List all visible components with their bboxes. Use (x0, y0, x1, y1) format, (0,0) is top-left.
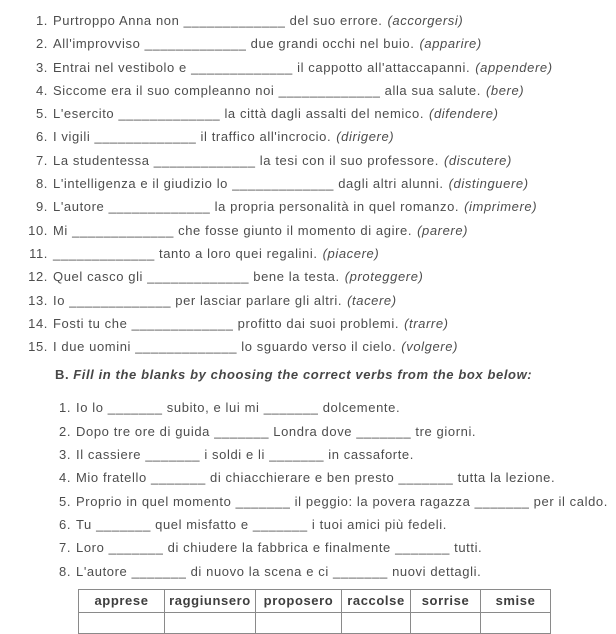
word-box-cell: apprese (79, 589, 165, 612)
exercise-item (0, 79, 616, 102)
word-box-cell: proposero (256, 589, 342, 612)
exercise-item (0, 56, 616, 79)
item-number: 6. (35, 129, 48, 145)
item-number: 8. (35, 176, 48, 192)
exercise-item (0, 536, 616, 559)
exercise-item (0, 219, 616, 242)
item-verb-hint: (trarre) (404, 315, 449, 331)
item-sentence: L'intelligenza e il giudizio lo _____________ dagli altri alunni. (53, 176, 444, 192)
exercise-item (0, 195, 616, 218)
word-box-clipped-row (79, 612, 551, 633)
item-sentence: L'autore _____________ la propria personalità in quel romanzo. (53, 199, 460, 215)
exercise-item (0, 396, 616, 419)
item-number: 8. (59, 563, 72, 579)
section-b-label: B. (55, 367, 70, 383)
item-number: 11. (29, 245, 48, 261)
exercise-item (0, 242, 616, 265)
item-sentence: Entrai nel vestibolo e _____________ il cappotto all'attaccapanni. (53, 59, 471, 75)
item-number: 3. (35, 59, 48, 75)
exercise-item (0, 443, 616, 466)
item-sentence: Tu _______ quel misfatto e _______ i tuoi amici più fedeli. (76, 516, 447, 532)
item-number: 5. (35, 106, 48, 122)
item-verb-hint: (apparire) (419, 36, 482, 52)
item-sentence: Siccome era il suo compleanno noi _____________ alla sua salute. (53, 82, 481, 98)
item-verb-hint: (discutere) (443, 152, 512, 168)
word-box-empty-cell (481, 612, 551, 633)
item-sentence: Purtroppo Anna non _____________ del suo errore. (53, 13, 383, 28)
item-sentence: All'improvviso _____________ due grandi occhi nel buio. (53, 36, 415, 52)
item-verb-hint: (bere) (485, 82, 525, 98)
item-number: 1. (35, 13, 48, 28)
item-verb-hint: (dirigere) (336, 129, 395, 145)
exercise-item (0, 466, 616, 489)
exercise-item (0, 560, 616, 583)
item-number: 5. (59, 493, 72, 509)
exercise-item (0, 420, 616, 443)
item-verb-hint: (appendere) (475, 59, 553, 75)
item-sentence: L'autore _______ di nuovo la scena e ci _______ nuovi dettagli. (76, 563, 482, 579)
exercise-item (0, 490, 616, 513)
section-b-heading (55, 367, 616, 383)
item-sentence: Io _____________ per lasciar parlare gli altri. (53, 292, 343, 308)
item-sentence: Proprio in quel momento _______ il peggio: la povera ragazza _______ per il caldo. (76, 493, 608, 509)
word-box-empty-cell (411, 612, 481, 633)
item-number: 15. (28, 339, 48, 355)
exercise-item (0, 102, 616, 125)
word-box-cell: sorrise (411, 589, 481, 612)
item-number: 3. (59, 447, 72, 463)
item-sentence: Fosti tu che _____________ profitto dai suoi problemi. (53, 315, 400, 331)
word-box-header-row (79, 589, 551, 612)
item-number: 9. (35, 199, 48, 215)
item-sentence: Loro _______ di chiudere la fabbrica e finalmente _______ tutti. (76, 540, 483, 556)
exercise-item (0, 289, 616, 312)
item-sentence: I vigili _____________ il traffico all'incrocio. (53, 129, 332, 145)
word-box-cell: raggiunsero (165, 589, 256, 612)
item-sentence: Il cassiere _______ i soldi e li _______ in cassaforte. (76, 447, 414, 463)
section-b-exercise-list (0, 396, 616, 582)
exercise-item (0, 513, 616, 536)
exercise-item (0, 9, 616, 32)
item-number: 10. (28, 222, 48, 238)
word-box-empty-cell (79, 612, 165, 633)
item-verb-hint: (tacere) (347, 292, 397, 308)
item-sentence: La studentessa _____________ la tesi con il suo professore. (53, 152, 439, 168)
item-number: 2. (59, 423, 72, 439)
item-number: 4. (59, 470, 72, 486)
item-verb-hint: (volgere) (401, 339, 458, 355)
item-number: 13. (28, 292, 48, 308)
exercise-item (0, 32, 616, 55)
item-sentence: L'esercito _____________ la città dagli assalti del nemico. (53, 106, 425, 122)
word-box-empty-cell (256, 612, 342, 633)
item-sentence: Mio fratello _______ di chiacchierare e ben presto _______ tutta la lezione. (76, 470, 556, 486)
item-number: 1. (59, 400, 72, 416)
item-number: 7. (35, 152, 48, 168)
item-number: 7. (59, 540, 72, 556)
section-a-exercise-list (0, 9, 616, 358)
worksheet-page (0, 9, 616, 634)
item-number: 2. (35, 36, 48, 52)
exercise-item (0, 172, 616, 195)
item-number: 14. (28, 315, 48, 331)
item-verb-hint: (accorgersi) (387, 13, 464, 28)
item-sentence: I due uomini _____________ lo sguardo verso il cielo. (53, 339, 397, 355)
exercise-item (0, 265, 616, 288)
exercise-item (0, 149, 616, 172)
item-number: 4. (35, 82, 48, 98)
item-sentence: _____________ tanto a loro quei regalini. (53, 245, 318, 261)
section-b-instructions: Fill in the blanks by choosing the correct verbs from the box below: (73, 367, 533, 383)
item-verb-hint: (distinguere) (448, 176, 529, 192)
exercise-item (0, 335, 616, 358)
word-box-empty-cell (165, 612, 256, 633)
item-verb-hint: (difendere) (429, 106, 499, 122)
item-verb-hint: (parere) (417, 222, 469, 238)
word-box-cell: raccolse (342, 589, 411, 612)
exercise-item (0, 125, 616, 148)
item-verb-hint: (proteggere) (344, 269, 424, 285)
item-sentence: Io lo _______ subito, e lui mi _______ dolcemente. (76, 400, 401, 416)
item-number: 6. (59, 516, 72, 532)
item-number: 12. (28, 269, 48, 285)
exercise-item (0, 312, 616, 335)
word-box-table (78, 589, 551, 634)
item-verb-hint: (imprimere) (464, 199, 538, 215)
item-sentence: Dopo tre ore di guida _______ Londra dove _______ tre giorni. (76, 423, 477, 439)
item-sentence: Quel casco gli _____________ bene la testa. (53, 269, 340, 285)
word-box-cell: smise (481, 589, 551, 612)
item-verb-hint: (piacere) (322, 245, 380, 261)
item-sentence: Mi _____________ che fosse giunto il momento di agire. (53, 222, 413, 238)
word-box-empty-cell (342, 612, 411, 633)
